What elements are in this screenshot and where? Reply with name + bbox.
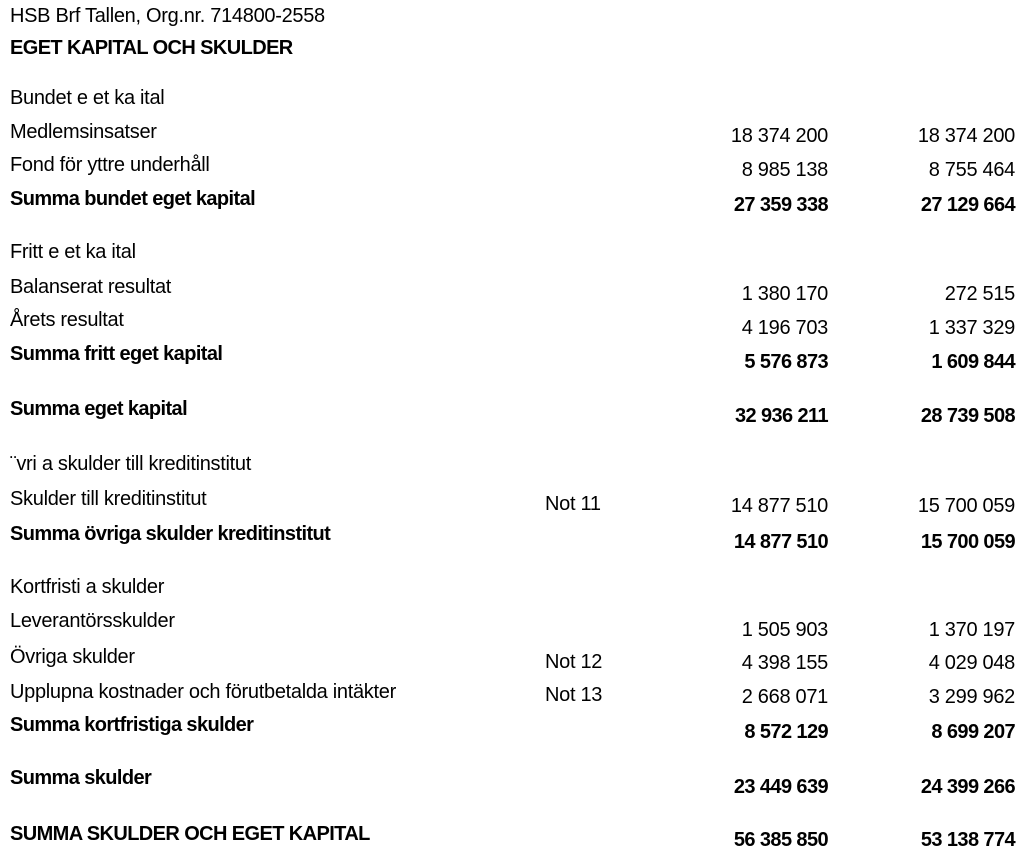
- row-value-previous-summa-kortfristiga: 8 699 207: [931, 721, 1015, 743]
- row-label-medlemsinsatser: Medlemsinsatser: [10, 121, 157, 143]
- row-value-previous-summa-skulder: 24 399 266: [920, 776, 1015, 798]
- row-value-previous-skulder-kreditinstitut: 15 700 059: [917, 495, 1015, 517]
- row-label-summa-skulder-och-eget-kapital: SUMMA SKULDER OCH EGET KAPITAL: [10, 823, 370, 845]
- row-value-current-summa-skulder: 23 449 639: [733, 776, 828, 798]
- row-label-summa-fritt: Summa fritt eget kapital: [10, 343, 223, 365]
- row-value-previous-leverantorsskulder: 1 370 197: [928, 619, 1015, 641]
- row-label-summa-skulder: Summa skulder: [10, 767, 152, 789]
- section-heading-kortfristiga: Kortfristi a skulder: [10, 576, 165, 598]
- row-label-leverantorsskulder: Leverantörsskulder: [10, 610, 175, 632]
- row-value-current-medlemsinsatser: 18 374 200: [730, 125, 828, 147]
- row-value-current-upplupna: 2 668 071: [741, 686, 828, 708]
- row-label-summa-bundet: Summa bundet eget kapital: [10, 188, 256, 210]
- row-note-upplupna: Not 13: [545, 684, 603, 706]
- row-note-ovriga-skulder: Not 12: [545, 651, 603, 673]
- row-value-current-fond: 8 985 138: [741, 159, 828, 181]
- row-value-current-leverantorsskulder: 1 505 903: [741, 619, 828, 641]
- row-value-current-summa-fritt: 5 576 873: [744, 351, 828, 373]
- row-label-summa-ovriga-kreditinstitut: Summa övriga skulder kreditinstitut: [10, 523, 331, 545]
- row-value-previous-upplupna: 3 299 962: [928, 686, 1015, 708]
- row-value-current-arets-resultat: 4 196 703: [741, 317, 828, 339]
- row-value-current-ovriga-skulder: 4 398 155: [741, 652, 828, 674]
- row-label-balanserat: Balanserat resultat: [10, 276, 172, 298]
- row-label-upplupna: Upplupna kostnader och förutbetalda intäkter: [10, 681, 396, 703]
- row-value-previous-summa-skulder-och-eget-kapital: 53 138 774: [920, 829, 1015, 851]
- section-heading-bundet: Bundet e et ka ital: [10, 87, 165, 109]
- page-title: EGET KAPITAL OCH SKULDER: [10, 37, 293, 59]
- row-value-current-summa-ovriga-kreditinstitut: 14 877 510: [733, 531, 828, 553]
- row-value-current-summa-kortfristiga: 8 572 129: [744, 721, 828, 743]
- row-value-current-summa-bundet: 27 359 338: [733, 194, 828, 216]
- row-value-previous-medlemsinsatser: 18 374 200: [917, 125, 1015, 147]
- row-value-previous-summa-fritt: 1 609 844: [931, 351, 1015, 373]
- row-label-fond: Fond för yttre underhåll: [10, 154, 210, 176]
- row-value-previous-ovriga-skulder: 4 029 048: [928, 652, 1015, 674]
- row-label-skulder-kreditinstitut: Skulder till kreditinstitut: [10, 488, 207, 510]
- row-value-current-summa-eget-kapital: 32 936 211: [735, 405, 828, 427]
- row-value-current-balanserat: 1 380 170: [741, 283, 828, 305]
- row-label-arets-resultat: Årets resultat: [10, 309, 124, 331]
- row-label-summa-eget-kapital: Summa eget kapital: [10, 398, 188, 420]
- row-note-skulder-kreditinstitut: Not 11: [545, 493, 601, 515]
- row-value-previous-arets-resultat: 1 337 329: [928, 317, 1015, 339]
- row-value-previous-fond: 8 755 464: [928, 159, 1015, 181]
- section-heading-ovriga-kreditinstitut: ¨vri a skulder till kreditinstitut: [10, 453, 251, 475]
- row-value-previous-summa-ovriga-kreditinstitut: 15 700 059: [920, 531, 1015, 553]
- org-line: HSB Brf Tallen, Org.nr. 714800-2558: [10, 5, 325, 27]
- row-value-previous-summa-eget-kapital: 28 739 508: [920, 405, 1015, 427]
- row-value-previous-balanserat: 272 515: [944, 283, 1015, 305]
- row-label-ovriga-skulder: Övriga skulder: [10, 646, 135, 668]
- row-label-summa-kortfristiga: Summa kortfristiga skulder: [10, 714, 254, 736]
- section-heading-fritt: Fritt e et ka ital: [10, 241, 136, 263]
- row-value-current-summa-skulder-och-eget-kapital: 56 385 850: [733, 829, 828, 851]
- row-value-previous-summa-bundet: 27 129 664: [920, 194, 1015, 216]
- row-value-current-skulder-kreditinstitut: 14 877 510: [730, 495, 828, 517]
